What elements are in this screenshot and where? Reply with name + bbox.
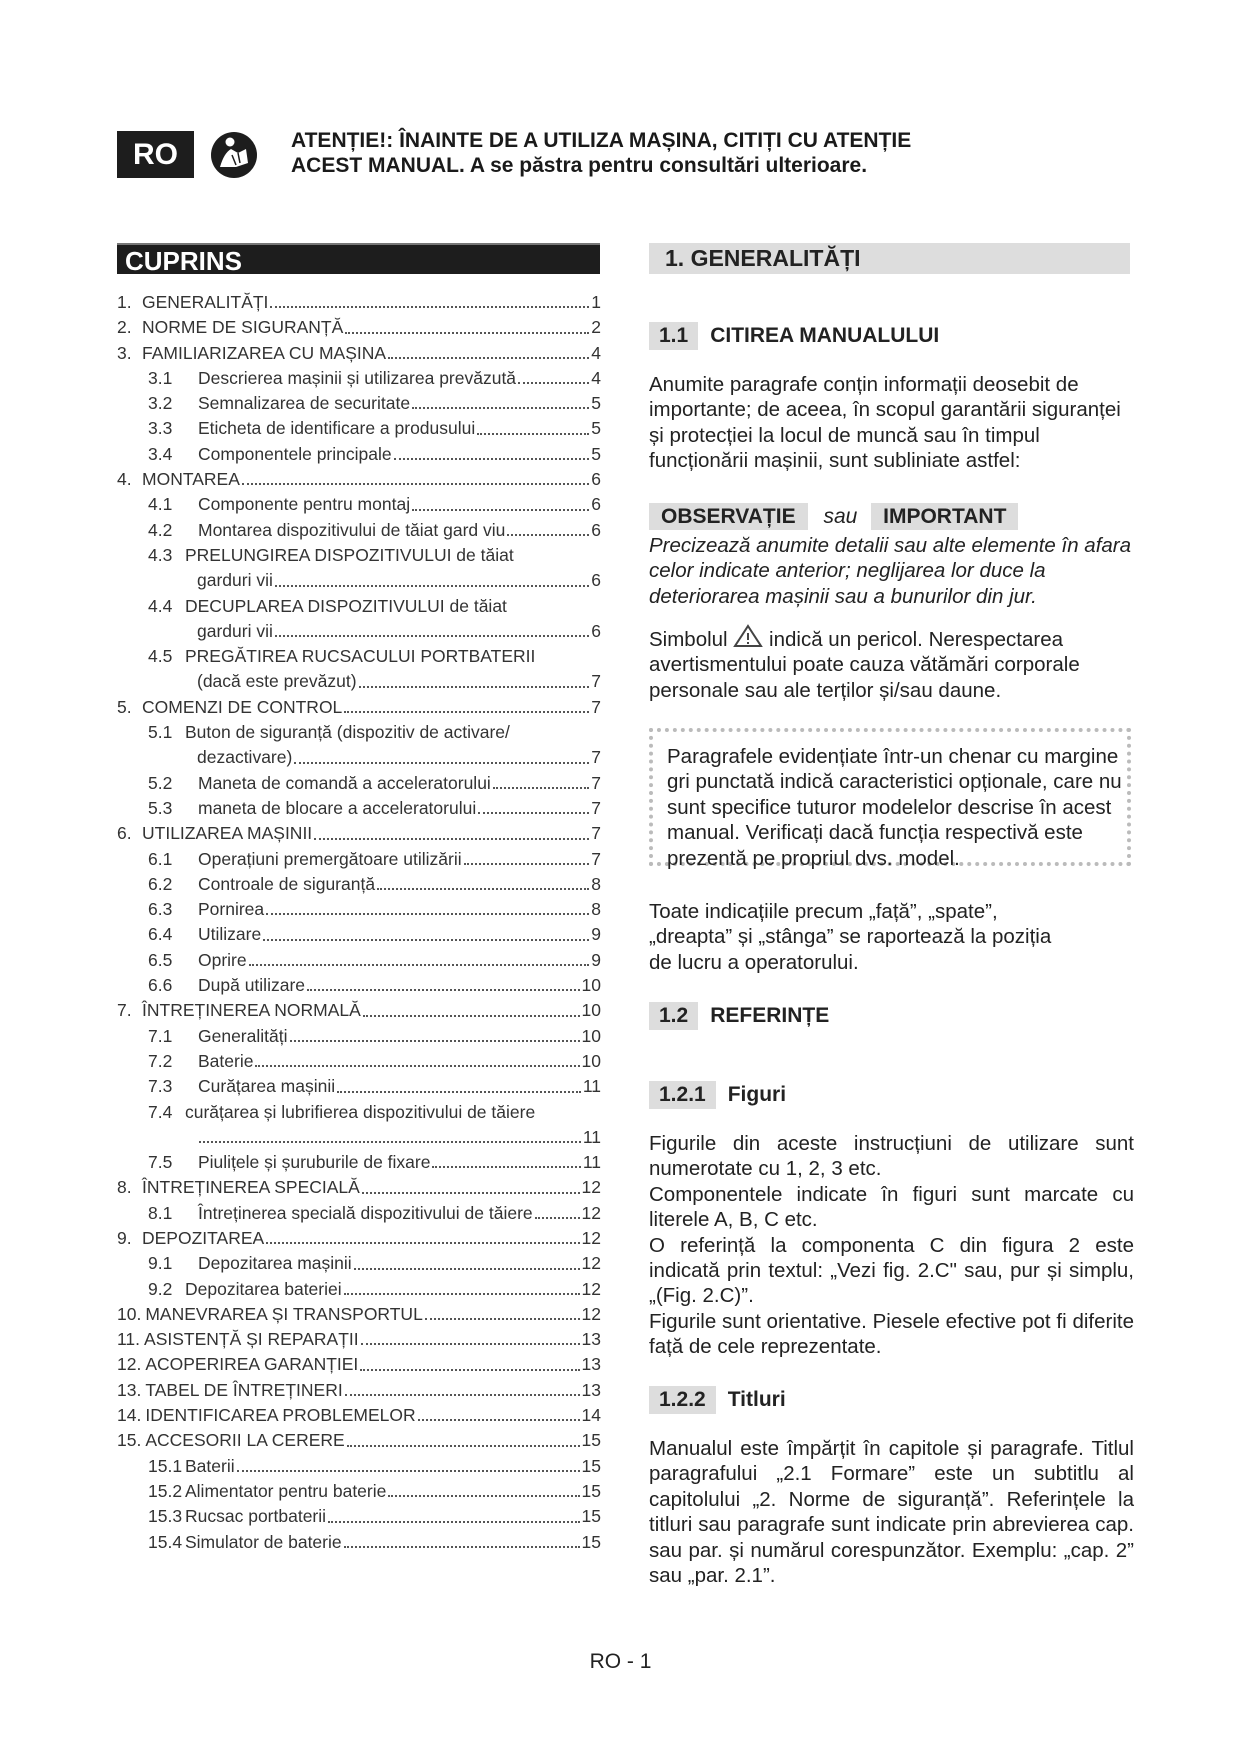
tag-row bbox=[649, 503, 1018, 530]
toc-leader bbox=[360, 1352, 579, 1370]
toc-entry[interactable] bbox=[117, 1150, 601, 1175]
toc-page: 10 bbox=[581, 1000, 601, 1021]
toc-page: 12 bbox=[581, 1202, 601, 1223]
toc-entry[interactable] bbox=[117, 720, 601, 745]
toc-entry[interactable] bbox=[117, 821, 601, 846]
toc-leader bbox=[345, 315, 589, 333]
toc-entry[interactable] bbox=[117, 695, 601, 720]
toc-page: 7 bbox=[591, 823, 601, 844]
toc-text: Montarea dispozitivului de tăiat gard viu bbox=[198, 519, 506, 540]
toc-text: PREGĂTIREA RUCSACULUI PORTBATERII bbox=[185, 646, 536, 667]
toc-text: Utilizare bbox=[198, 924, 262, 945]
toc-page: 15 bbox=[581, 1506, 601, 1527]
toc-text: UTILIZAREA MAȘINII bbox=[142, 823, 313, 844]
toc-entry[interactable] bbox=[117, 1125, 601, 1150]
toc-entry[interactable] bbox=[117, 998, 601, 1023]
toc-entry[interactable] bbox=[117, 442, 601, 467]
toc-entry[interactable] bbox=[117, 594, 601, 619]
toc-page: 2 bbox=[591, 317, 601, 338]
toc-page: 15 bbox=[581, 1480, 601, 1501]
toc-text: maneta de blocare a acceleratorului bbox=[198, 797, 477, 818]
toc-text: MONTAREA bbox=[142, 469, 240, 490]
toc-text: Semnalizarea de securitate bbox=[198, 393, 411, 414]
toc-entry[interactable] bbox=[117, 1504, 601, 1529]
toc-entry[interactable] bbox=[117, 1251, 601, 1276]
toc-page: 12 bbox=[581, 1303, 601, 1324]
toc-number: 7.3 bbox=[148, 1076, 173, 1097]
toc-leader bbox=[425, 1302, 580, 1320]
toc-text: COMENZI DE CONTROL bbox=[142, 696, 343, 717]
toc-page: 11 bbox=[582, 1126, 601, 1147]
toc-leader bbox=[432, 1150, 580, 1168]
toc-page: 6 bbox=[591, 519, 601, 540]
toc-leader bbox=[363, 998, 580, 1016]
toc-leader bbox=[255, 1049, 579, 1067]
read-manual-icon bbox=[210, 131, 258, 179]
sau-text: sau bbox=[823, 505, 858, 528]
toc-entry[interactable] bbox=[117, 467, 601, 492]
toc-text: IDENTIFICAREA PROBLEMELOR bbox=[145, 1405, 416, 1426]
toc-text: Componente pentru montaj bbox=[198, 494, 411, 515]
toc-page: 6 bbox=[591, 469, 601, 490]
toc-page: 6 bbox=[591, 494, 601, 515]
fig-p2: Componentele indicate în figuri sunt marcate cu literele A, B, C etc. bbox=[649, 1182, 1134, 1232]
toc-entry[interactable] bbox=[117, 1100, 601, 1125]
observatie-tag: OBSERVAȚIE bbox=[649, 503, 808, 530]
toc-entry[interactable] bbox=[117, 796, 601, 821]
toc-page: 7 bbox=[591, 848, 601, 869]
toc-leader bbox=[518, 366, 589, 384]
heading-text: Figuri bbox=[727, 1083, 787, 1106]
toc-text: Eticheta de identificare a produsului bbox=[198, 418, 476, 439]
toc-number: 15.2 bbox=[148, 1480, 183, 1501]
toc-number: 10. bbox=[117, 1303, 142, 1324]
toc-page: 7 bbox=[591, 696, 601, 717]
toc-leader bbox=[290, 1024, 580, 1042]
toc-entry[interactable] bbox=[117, 1352, 601, 1377]
intro-paragraph: Anumite paragrafe conțin informații deosebit de importante; de aceea, în scopul garantării siguranței și protecției la locul de muncă sau în timpul funcționării mașinii, sunt subliniate astfel: bbox=[649, 373, 1121, 473]
toc-leader bbox=[266, 897, 589, 915]
toc-leader bbox=[345, 1378, 580, 1396]
toc-entry[interactable] bbox=[117, 922, 601, 947]
toc-leader bbox=[307, 973, 580, 991]
toc-number: 7.5 bbox=[148, 1152, 173, 1173]
toc-page: 13 bbox=[581, 1354, 601, 1375]
toc-number: 13. bbox=[117, 1379, 142, 1400]
toc-number: 8. bbox=[117, 1177, 132, 1198]
toc-entry[interactable] bbox=[117, 1302, 601, 1327]
toc-page: 7 bbox=[591, 747, 601, 768]
toc-number: 2. bbox=[117, 317, 132, 338]
toc-page: 13 bbox=[581, 1329, 601, 1350]
toc-leader bbox=[537, 644, 599, 662]
toc-leader bbox=[388, 341, 589, 359]
toc-page: 15 bbox=[581, 1455, 601, 1476]
toc-entry[interactable] bbox=[117, 1201, 601, 1226]
toc-text: NORME DE SIGURANȚĂ bbox=[142, 317, 344, 338]
toc-number: 6.5 bbox=[148, 949, 173, 970]
toc-text: Simulator de baterie bbox=[185, 1531, 342, 1552]
heading-text: REFERINȚE bbox=[710, 1004, 830, 1027]
note-italic-text: Precizează anumite detalii sau alte elemente în afara celor indicate anterior; neglijarea lor duce la deteriorarea mașinii sau a bunurilor din jur. bbox=[649, 534, 1132, 608]
toc-number: 6. bbox=[117, 823, 132, 844]
toc-number: 4.2 bbox=[148, 519, 173, 540]
toc-number: 3.2 bbox=[148, 393, 173, 414]
toc-number: 7. bbox=[117, 1000, 132, 1021]
toc-text: Maneta de comandă a acceleratorului bbox=[198, 772, 491, 793]
toc-number: 4.5 bbox=[148, 646, 173, 667]
toc-number: 4. bbox=[117, 469, 132, 490]
toc-number: 14. bbox=[117, 1405, 142, 1426]
figures-paragraph bbox=[649, 1131, 1134, 1360]
fig-p1: Figurile din aceste instrucțiuni de utilizare sunt numerotate cu 1, 2, 3 etc. bbox=[649, 1132, 1134, 1181]
toc-page: 10 bbox=[581, 1025, 601, 1046]
toc-entry[interactable] bbox=[117, 1479, 601, 1504]
toc-number: 15.1 bbox=[148, 1455, 183, 1476]
language-badge: RO bbox=[117, 131, 194, 178]
fig-p3: O referință la componenta C din figura 2 este indicată prin textul: „Vezi fig. 2.C" sau, pur și simplu, „(Fig. 2.C)”. bbox=[649, 1233, 1134, 1308]
toc-leader bbox=[275, 619, 589, 637]
heading-number: 1.2 bbox=[649, 1002, 698, 1030]
toc-entry[interactable] bbox=[117, 1277, 601, 1302]
optional-features-box bbox=[649, 728, 1131, 870]
toc-entry[interactable] bbox=[117, 1074, 601, 1099]
toc-page: 8 bbox=[591, 899, 601, 920]
toc-leader bbox=[361, 1327, 580, 1345]
toc-entry[interactable] bbox=[117, 1175, 601, 1200]
toc-leader bbox=[266, 1226, 579, 1244]
toc-leader bbox=[478, 796, 589, 814]
symbol-paragraph bbox=[649, 624, 1134, 703]
toc-text: ACCESORII LA CERERE bbox=[145, 1430, 345, 1451]
toc-page: 11 bbox=[582, 1076, 601, 1097]
heading-number: 1.2.2 bbox=[649, 1386, 716, 1414]
toc-number: 7.2 bbox=[148, 1050, 173, 1071]
toc-text: Baterii bbox=[185, 1455, 235, 1476]
toc-entry[interactable] bbox=[117, 644, 601, 669]
toc-number: 15.3 bbox=[148, 1506, 183, 1527]
toc-text: Curățarea mașinii bbox=[198, 1076, 336, 1097]
toc-number: 5.1 bbox=[148, 722, 173, 743]
toc-number: 3.4 bbox=[148, 443, 173, 464]
toc-entry[interactable] bbox=[117, 973, 601, 998]
heading-1-2-2 bbox=[649, 1386, 786, 1414]
toc-text: DECUPLAREA DISPOZITIVULUI de tăiat bbox=[185, 595, 507, 616]
symbol-post: indică un pericol. Nerespectarea avertismentului poate cauza vătămări corporale personale sau ale terților și/sau daune. bbox=[649, 628, 1080, 702]
toc-entry[interactable] bbox=[117, 1049, 601, 1074]
toc-page: 15 bbox=[581, 1430, 601, 1451]
toc-leader bbox=[347, 1428, 580, 1446]
toc-text: dezactivare) bbox=[197, 747, 293, 768]
toc-number: 6.2 bbox=[148, 873, 173, 894]
toc-text: garduri vii bbox=[197, 570, 273, 591]
toc-entry[interactable] bbox=[117, 341, 601, 366]
toc-text: Oprire bbox=[198, 949, 247, 970]
warning-line-2: ACEST MANUAL. A se păstra pentru consultări ulterioare. bbox=[291, 154, 868, 177]
toc-number: 8.1 bbox=[148, 1202, 173, 1223]
page-number: RO - 1 bbox=[589, 1650, 652, 1673]
toc-page: 5 bbox=[591, 393, 601, 414]
toc-leader bbox=[394, 442, 590, 460]
heading-text: CITIREA MANUALULUI bbox=[710, 324, 940, 347]
toc-entry[interactable] bbox=[117, 391, 601, 416]
toc-page: 10 bbox=[581, 975, 601, 996]
toc-leader bbox=[270, 290, 589, 308]
warning-line-1: ATENȚIE!: ÎNAINTE DE A UTILIZA MAȘINA, CITIȚI CU ATENȚIE bbox=[291, 129, 912, 152]
toc-text: FAMILIARIZAREA CU MAȘINA bbox=[142, 342, 387, 363]
toc-entry[interactable] bbox=[117, 492, 601, 517]
toc-leader bbox=[344, 695, 589, 713]
toc-text: MANEVRAREA ȘI TRANSPORTUL bbox=[145, 1303, 423, 1324]
toc-text: PRELUNGIREA DISPOZITIVULUI de tăiat bbox=[185, 544, 514, 565]
toc-leader bbox=[328, 1504, 579, 1522]
toc-page: 4 bbox=[591, 367, 601, 388]
toc-page: 9 bbox=[591, 949, 601, 970]
toc-number: 6.6 bbox=[148, 975, 173, 996]
toc-entry[interactable] bbox=[117, 771, 601, 796]
toc-text: Controale de siguranță bbox=[198, 873, 376, 894]
toc-entry[interactable] bbox=[117, 1378, 601, 1403]
toc-text: curățarea și lubrifierea dispozitivului de tăiere bbox=[185, 1101, 536, 1122]
toc-page: 8 bbox=[591, 873, 601, 894]
toc-leader bbox=[512, 720, 599, 738]
toc-entry[interactable] bbox=[117, 1530, 601, 1555]
toc-text: TABEL DE ÎNTREȚINERI bbox=[145, 1379, 343, 1400]
heading-text: Titluri bbox=[727, 1388, 786, 1411]
toc-number: 5.3 bbox=[148, 797, 173, 818]
toc-text: Baterie bbox=[198, 1050, 254, 1071]
heading-1-2 bbox=[649, 1002, 829, 1030]
box-text: Paragrafele evidențiate într-un chenar cu margine gri punctată indică caracteristici opționale, care nu sunt specifice tuturor modelelor descrise în acest manual. Verificați dacă funcția respectivă este prezentă pe propriul dvs. model. bbox=[667, 745, 1122, 870]
toc-leader bbox=[537, 1100, 599, 1118]
toc-entry[interactable] bbox=[117, 669, 601, 694]
toc-text: Întreținerea specială dispozitivului de tăiere bbox=[198, 1202, 533, 1223]
toc-leader bbox=[464, 847, 590, 865]
toc-leader bbox=[199, 1125, 581, 1143]
toc-page: 7 bbox=[591, 671, 601, 692]
toc-leader bbox=[362, 1175, 580, 1193]
toc-entry[interactable] bbox=[117, 847, 601, 872]
toc-page: 4 bbox=[591, 342, 601, 363]
toc-number: 7.1 bbox=[148, 1025, 173, 1046]
toc-number: 5. bbox=[117, 696, 132, 717]
toc-page: 11 bbox=[582, 1152, 601, 1173]
toc-entry[interactable] bbox=[117, 897, 601, 922]
toc-leader bbox=[249, 948, 590, 966]
toc-leader bbox=[344, 1530, 580, 1548]
toc-entry[interactable] bbox=[117, 416, 601, 441]
toc-leader bbox=[493, 771, 589, 789]
toc-page: 5 bbox=[591, 418, 601, 439]
toc-entry[interactable] bbox=[117, 366, 601, 391]
toc-entry[interactable] bbox=[117, 315, 601, 340]
toc-entry[interactable] bbox=[117, 872, 601, 897]
toc-leader bbox=[344, 1277, 580, 1295]
toc-entry[interactable] bbox=[117, 518, 601, 543]
warning-notice bbox=[291, 128, 911, 178]
toc-page: 6 bbox=[591, 570, 601, 591]
toc-page: 9 bbox=[591, 924, 601, 945]
toc-entry[interactable] bbox=[117, 948, 601, 973]
toc-page: 1 bbox=[591, 292, 601, 312]
toc-text: Alimentator pentru baterie bbox=[185, 1480, 387, 1501]
toc-page: 13 bbox=[581, 1379, 601, 1400]
toc-number: 9.2 bbox=[148, 1278, 173, 1299]
toc-leader bbox=[507, 518, 589, 536]
toc-leader bbox=[516, 543, 599, 561]
section-title: 1. GENERALITĂȚI bbox=[649, 243, 1130, 274]
toc-text: ACOPERIREA GARANȚIEI bbox=[145, 1354, 359, 1375]
orientation-paragraph: Toate indicațiile precum „față”, „spate”, „dreapta” și „stânga” se raportează la poziția de lucru a operatorului. bbox=[649, 900, 1052, 974]
toc-text: Operațiuni premergătoare utilizării bbox=[198, 848, 462, 869]
toc-number: 11. bbox=[117, 1329, 141, 1350]
toc-leader bbox=[242, 467, 589, 485]
toc-entry[interactable] bbox=[117, 1024, 601, 1049]
symbol-pre: Simbolul bbox=[649, 628, 728, 651]
toc-entry[interactable] bbox=[117, 543, 601, 568]
heading-1-1 bbox=[649, 322, 939, 350]
toc-text: DEPOZITAREA bbox=[142, 1227, 265, 1248]
toc-leader bbox=[477, 416, 589, 434]
toc-leader bbox=[535, 1201, 580, 1219]
fig-p4: Figurile sunt orientative. Piesele efective pot fi diferite față de cele reprezentate. bbox=[649, 1309, 1134, 1359]
heading-number: 1.2.1 bbox=[649, 1081, 716, 1109]
table-of-contents bbox=[117, 290, 601, 1555]
toc-text: Componentele principale bbox=[198, 443, 392, 464]
toc-number: 3. bbox=[117, 342, 132, 363]
titles-paragraph: Manualul este împărțit în capitole și paragrafe. Titlul paragrafului „2.1 Formare” este un subtitlu al capitolului „2. Norme de siguranță”. Referințele la titluri sau paragrafe sunt indicate prin abrevierea cap. sau par. și numărul corespunzător. Exemplu: „cap. 2” sau „par. 2.1”. bbox=[649, 1437, 1134, 1588]
toc-entry[interactable] bbox=[117, 619, 601, 644]
toc-leader bbox=[418, 1403, 580, 1421]
toc-leader bbox=[263, 922, 589, 940]
toc-entry[interactable] bbox=[117, 1403, 601, 1428]
toc-text: ÎNTREȚINEREA SPECIALĂ bbox=[142, 1177, 360, 1198]
toc-page: 6 bbox=[591, 620, 601, 641]
toc-text: Pornirea bbox=[198, 899, 265, 920]
toc-page: 12 bbox=[581, 1177, 601, 1198]
toc-text: GENERALITĂȚI bbox=[142, 292, 269, 312]
toc-page: 15 bbox=[581, 1531, 601, 1552]
toc-page: 7 bbox=[591, 797, 601, 818]
warning-triangle-icon bbox=[733, 624, 763, 648]
toc-text: ASISTENȚĂ ȘI REPARAȚII bbox=[144, 1329, 359, 1350]
toc-leader bbox=[337, 1074, 581, 1092]
toc-number: 7.4 bbox=[148, 1101, 173, 1122]
toc-leader bbox=[237, 1454, 580, 1472]
heading-1-2-1 bbox=[649, 1081, 786, 1109]
toc-number: 5.2 bbox=[148, 772, 173, 793]
toc-text: ÎNTREȚINEREA NORMALĂ bbox=[142, 1000, 361, 1021]
important-tag: IMPORTANT bbox=[871, 503, 1018, 530]
toc-entry[interactable] bbox=[117, 568, 601, 593]
toc-entry[interactable] bbox=[117, 1428, 601, 1453]
toc-number: 9. bbox=[117, 1227, 132, 1248]
toc-number: 12. bbox=[117, 1354, 142, 1375]
toc-leader bbox=[275, 568, 589, 586]
toc-leader bbox=[377, 872, 589, 890]
toc-entry[interactable] bbox=[117, 745, 601, 770]
toc-number: 3.1 bbox=[148, 367, 173, 388]
toc-entry[interactable] bbox=[117, 290, 601, 315]
toc-entry[interactable] bbox=[117, 1226, 601, 1251]
toc-text: Piulițele și șuruburile de fixare bbox=[198, 1152, 431, 1173]
toc-page: 12 bbox=[581, 1227, 601, 1248]
toc-number: 15.4 bbox=[148, 1531, 183, 1552]
toc-leader bbox=[359, 669, 590, 687]
toc-text: Rucsac portbaterii bbox=[185, 1506, 327, 1527]
toc-text: Depozitarea mașinii bbox=[198, 1253, 352, 1274]
toc-text: (dacă este prevăzut) bbox=[197, 671, 357, 692]
toc-text: Generalități bbox=[198, 1025, 288, 1046]
toc-leader bbox=[294, 745, 589, 763]
toc-leader bbox=[354, 1251, 580, 1269]
toc-leader bbox=[388, 1479, 579, 1497]
toc-number: 3.3 bbox=[148, 418, 173, 439]
toc-number: 1. bbox=[117, 292, 132, 312]
toc-number: 6.3 bbox=[148, 899, 173, 920]
toc-page: 12 bbox=[581, 1253, 601, 1274]
toc-number: 4.3 bbox=[148, 544, 173, 565]
toc-page: 10 bbox=[581, 1050, 601, 1071]
toc-page: 7 bbox=[591, 772, 601, 793]
toc-leader bbox=[509, 594, 599, 612]
toc-number: 15. bbox=[117, 1430, 142, 1451]
toc-leader bbox=[314, 821, 589, 839]
toc-number: 4.4 bbox=[148, 595, 173, 616]
toc-page: 5 bbox=[591, 443, 601, 464]
toc-leader bbox=[412, 391, 589, 409]
toc-number: 4.1 bbox=[148, 494, 173, 515]
toc-leader bbox=[412, 492, 589, 510]
toc-text: După utilizare bbox=[198, 975, 305, 996]
toc-text: Descrierea mașinii și utilizarea prevăzută bbox=[198, 367, 517, 388]
toc-text: garduri vii bbox=[197, 620, 273, 641]
heading-number: 1.1 bbox=[649, 322, 698, 350]
toc-number: 6.1 bbox=[148, 848, 173, 869]
toc-entry[interactable] bbox=[117, 1454, 601, 1479]
toc-number: 6.4 bbox=[148, 924, 173, 945]
toc-text: Buton de siguranță (dispozitiv de activare/ bbox=[185, 722, 510, 743]
toc-number: 9.1 bbox=[148, 1253, 173, 1274]
toc-page: 12 bbox=[581, 1278, 601, 1299]
toc-title: CUPRINS bbox=[117, 243, 600, 274]
toc-page: 14 bbox=[581, 1405, 601, 1426]
toc-entry[interactable] bbox=[117, 1327, 601, 1352]
toc-text: Depozitarea bateriei bbox=[185, 1278, 342, 1299]
